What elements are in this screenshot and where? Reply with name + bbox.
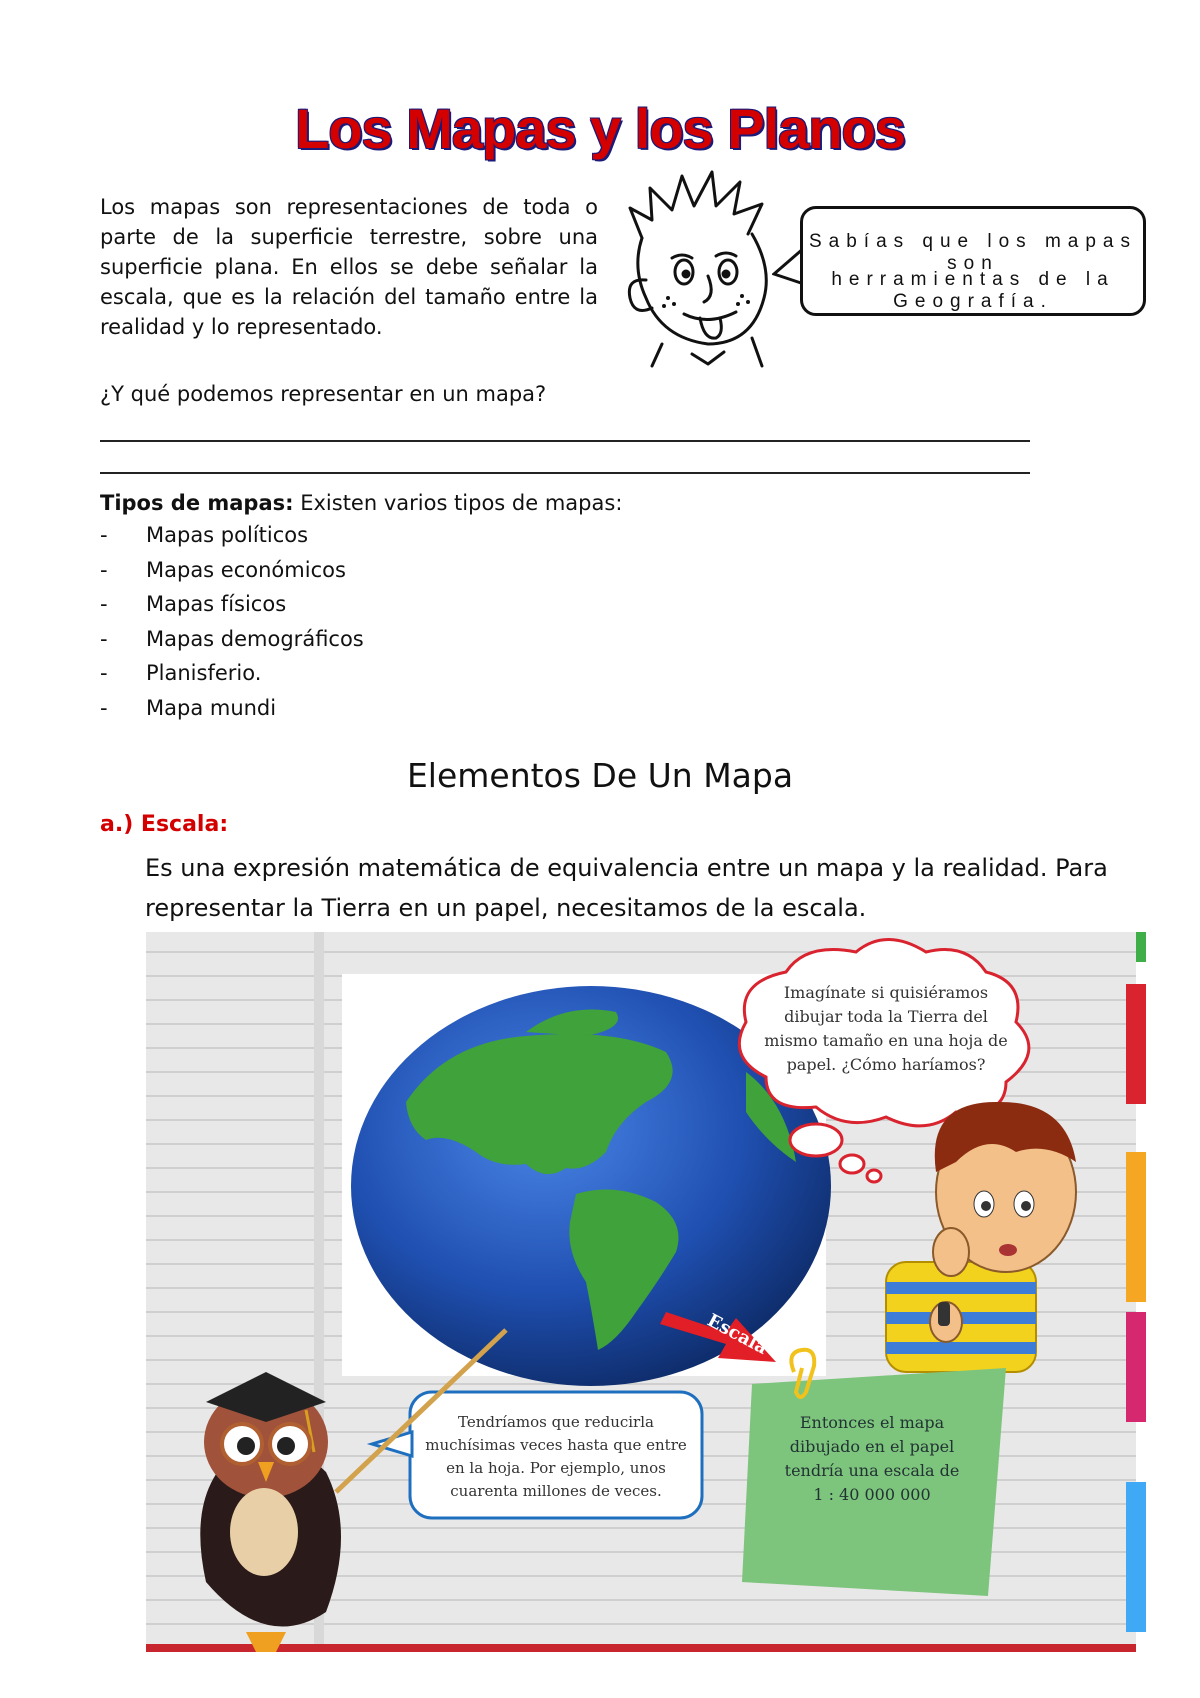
note-line-2: dibujado en el papel <box>789 1437 955 1456</box>
fact-line-1: Sabías que los mapas son <box>808 231 1137 274</box>
cloud-line-1: Imagínate si quisiéramos <box>783 983 989 1002</box>
tab-green <box>1136 932 1146 962</box>
map-types-section <box>100 488 622 725</box>
escala-paragraph: Es una expresión matemática de equivalencia entre un mapa y la realidad. Para representar la Tierra en un papel, necesitamos de la escala. <box>145 854 1108 922</box>
answer-line-2 <box>100 472 1030 474</box>
tab-orange <box>1126 1152 1146 1302</box>
owl-line-4: cuarenta millones de veces. <box>450 1482 662 1500</box>
list-item: - Mapas políticos <box>100 523 309 547</box>
intro-paragraph: Los mapas son representaciones de toda o parte de la superficie terrestre, sobre una superficie plana. En ellos se debe señalar la escala, que es la relación del tamaño entre la realidad y lo representado. <box>100 195 598 339</box>
tab-pink <box>1126 1312 1146 1422</box>
question-text: ¿Y qué podemos representar en un mapa? <box>100 382 547 406</box>
answer-line-1 <box>100 440 1030 442</box>
escala-heading: a.) Escala: <box>100 812 229 837</box>
list-item: - Mapas demográficos <box>100 626 364 651</box>
list-item: - Planisferio. <box>100 661 262 685</box>
tab-red <box>1126 984 1146 1104</box>
map-types-intro: Existen varios tipos de mapas: <box>293 491 623 515</box>
cloud-line-4: papel. ¿Cómo haríamos? <box>786 1055 986 1074</box>
map-types-label: Tipos de mapas: <box>100 491 294 515</box>
list-item: - Mapa mundi <box>100 695 277 720</box>
list-item: - Mapas económicos <box>100 557 346 582</box>
boy-sketch-image <box>612 168 788 368</box>
tab-blue <box>1126 1482 1146 1632</box>
list-item: - Mapas físicos <box>100 592 287 616</box>
cloud-line-2: dibujar toda la Tierra del <box>784 1007 988 1026</box>
note-line-3: tendría una escala de <box>784 1461 960 1480</box>
note-line-1: Entonces el mapa <box>799 1413 945 1432</box>
page-title: Los Mapas y los Planos <box>295 97 905 160</box>
owl-line-3: en la hoja. Por ejemplo, unos <box>446 1459 666 1477</box>
fact-line-2: herramientas de la Geografía. <box>831 269 1115 312</box>
fact-speech-bubble <box>800 206 1146 316</box>
note-line-4: 1 : 40 000 000 <box>813 1485 931 1504</box>
scale-illustration <box>146 932 1146 1652</box>
section-title: Elementos De Un Mapa <box>406 756 794 795</box>
owl-line-2: muchísimas veces hasta que entre <box>425 1436 687 1454</box>
cloud-line-3: mismo tamaño en una hoja de <box>764 1031 1008 1050</box>
scale-note <box>742 1350 1006 1596</box>
owl-line-1: Tendríamos que reducirla <box>458 1413 654 1431</box>
arrow-label: Escala <box>703 1309 771 1359</box>
